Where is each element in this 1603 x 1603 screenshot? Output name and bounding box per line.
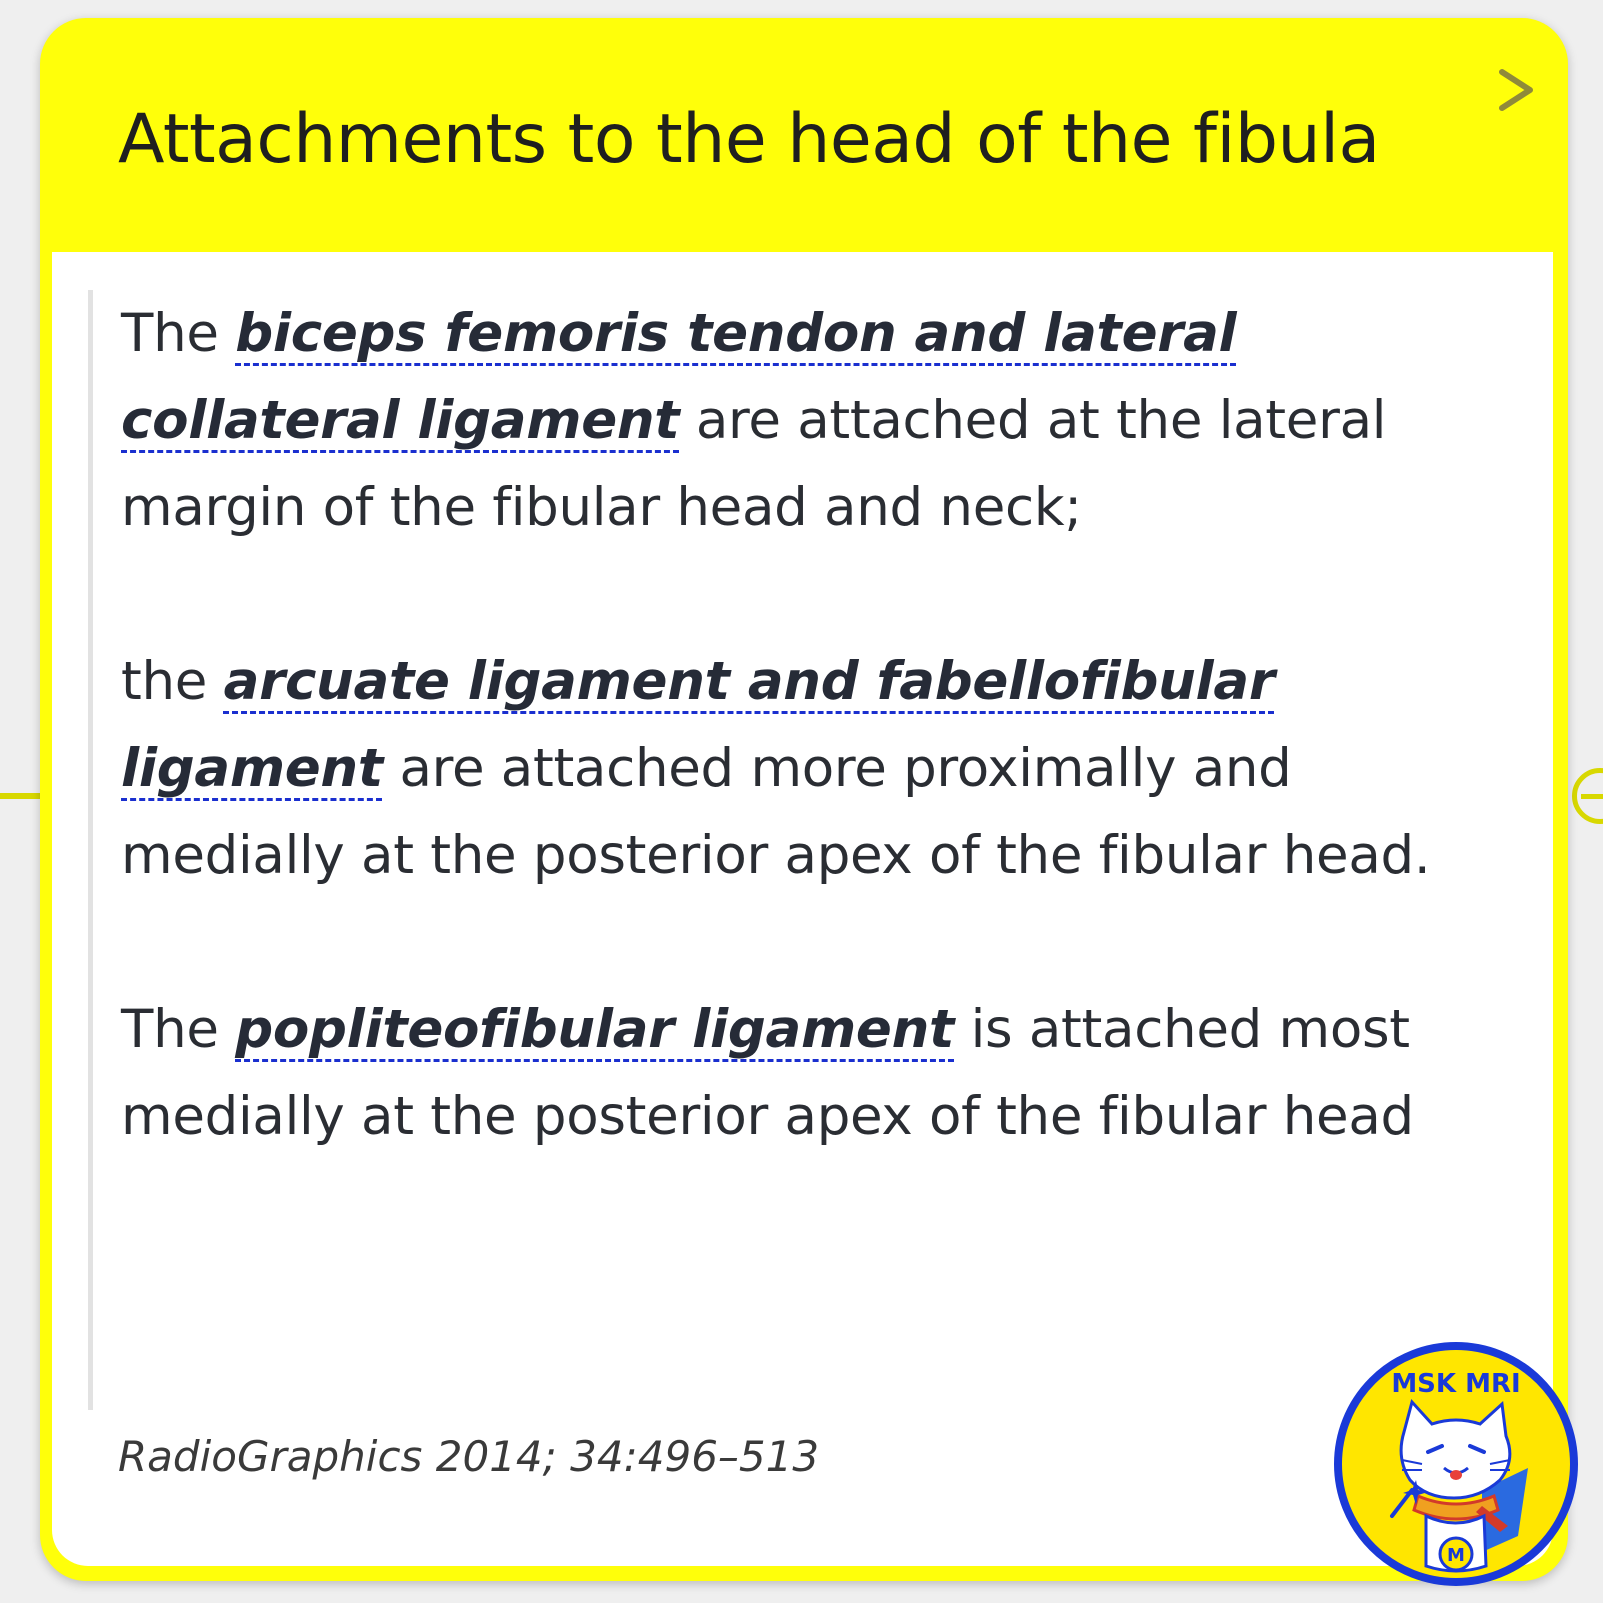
paragraph-lateral-attachments: [121, 290, 1448, 551]
collapse-circle-icon[interactable]: [1572, 768, 1603, 824]
term-link-biceps-femoris-lcl[interactable]: biceps femoris tendon and lateral collateral ligament: [121, 303, 1237, 451]
card-header: [40, 18, 1568, 250]
paragraph-text: is attached most medially at the posterior apex of the fibular head: [121, 999, 1414, 1147]
paragraph-text: The: [121, 999, 236, 1060]
term-link-arcuate-fabellofibular[interactable]: arcuate ligament and fabellofibular ligament: [121, 651, 1275, 799]
card-body: [52, 252, 1553, 1566]
term-link-popliteofibular[interactable]: popliteofibular ligament: [235, 999, 955, 1060]
logo-letter: M: [1447, 1545, 1465, 1566]
paragraph-text: The: [121, 303, 236, 364]
chevron-right-icon[interactable]: [1488, 60, 1548, 120]
paragraph-text: are attached at the lateral margin of the fibular head and neck;: [121, 390, 1387, 538]
paragraph-proximal-attachments: [121, 638, 1448, 899]
logo-text: MSK MRI: [1391, 1369, 1521, 1399]
blockquote: [88, 290, 1448, 1410]
paragraph-medial-attachments: [121, 986, 1448, 1160]
paragraph-text: the: [121, 651, 224, 712]
citation: RadioGraphics 2014; 34:496–513: [118, 1432, 820, 1481]
card-title: Attachments to the head of the fibula: [118, 100, 1380, 179]
paragraph-text: are attached more proximally and medially at the posterior apex of the fibular head.: [121, 738, 1431, 886]
mindmap-connector-line: [0, 793, 44, 799]
msk-mri-logo: [1332, 1340, 1580, 1588]
